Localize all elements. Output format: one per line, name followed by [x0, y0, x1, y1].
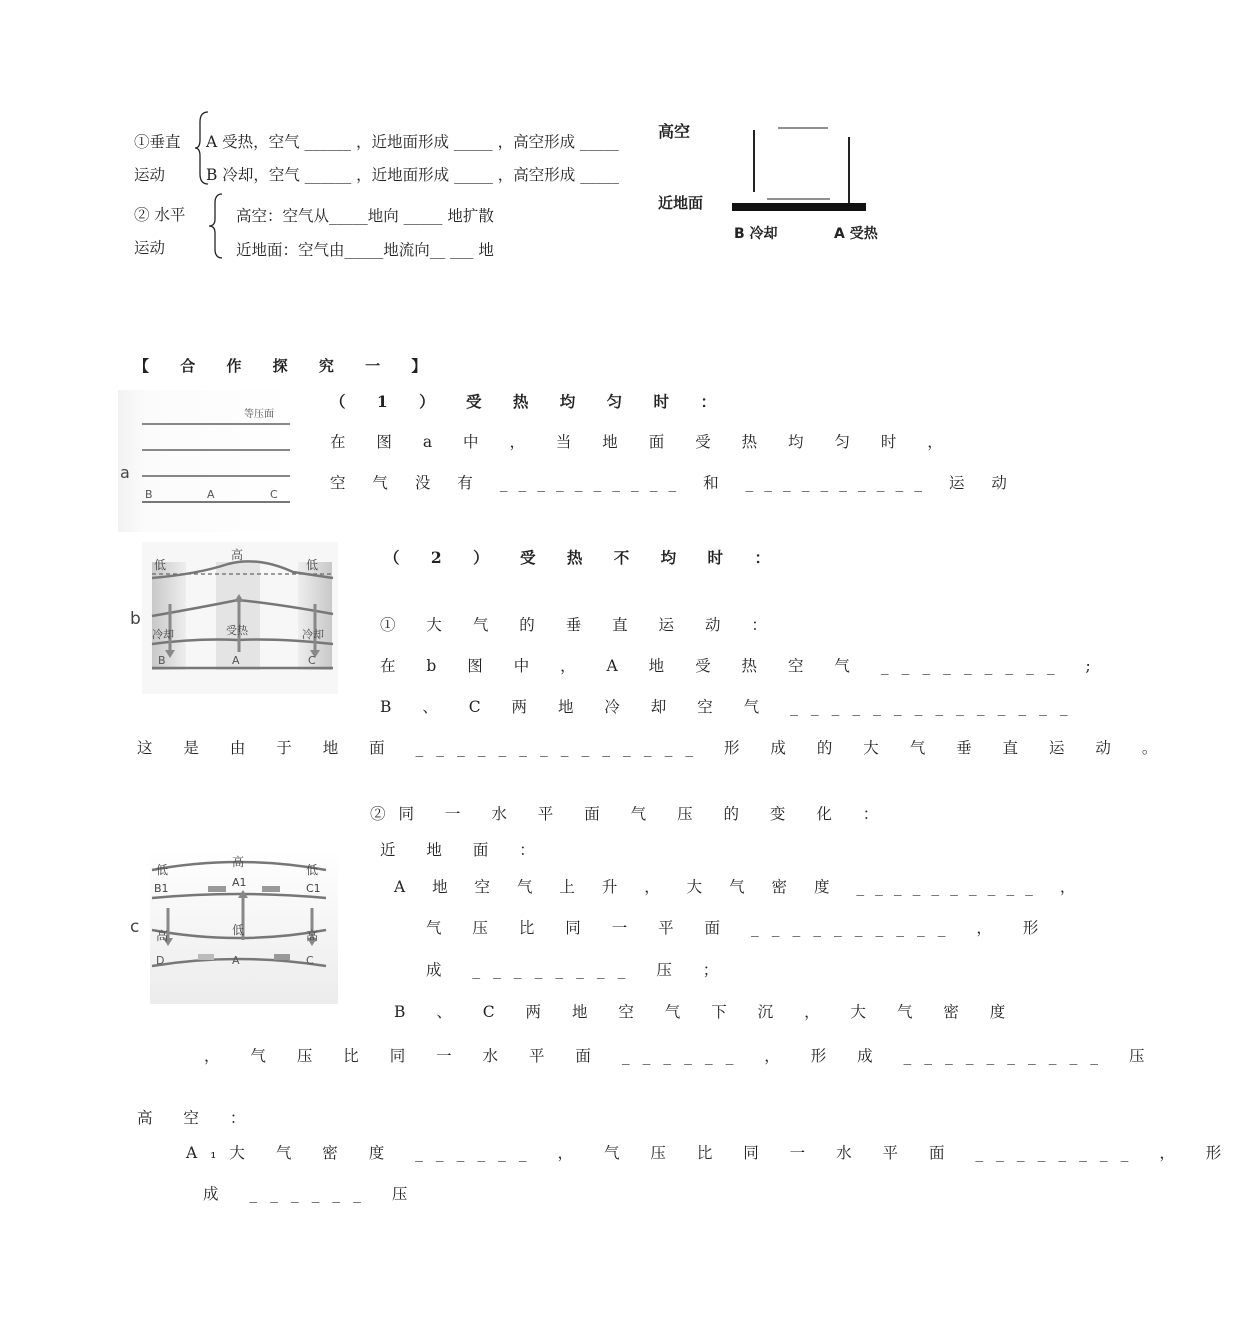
fig-c-label: c: [130, 917, 140, 937]
part2-line1: ① 大 气 的 垂 直 运 动 ：: [380, 616, 780, 634]
fig-b-A: A: [232, 654, 240, 667]
fig-b-heat: 受热: [226, 624, 248, 637]
fig-c-C: C: [306, 954, 314, 967]
fig-c-high2: 高: [156, 929, 169, 943]
fig-c-high3: 高: [306, 929, 319, 943]
label-near-ground: 近地面: [658, 194, 704, 212]
line-high-altitude: 高空：空气从_____地向 _____ 地扩散: [236, 207, 494, 225]
fig-b-label: b: [130, 609, 141, 629]
part1-title: （ 1 ） 受 热 均 匀 时 ：: [330, 392, 729, 411]
part3-line2: 近 地 面 ：: [380, 841, 548, 859]
line-a-heated: A 受热，空气 ______ ，近地面形成 _____ ，高空形成 _____: [206, 133, 619, 151]
section-title: 【 合 作 探 究 一 】: [134, 357, 440, 375]
fig-b-low1: 低: [154, 558, 167, 572]
fig-c-A: A: [232, 954, 240, 967]
fig-a-isobar-label: 等压面: [244, 409, 274, 420]
fig-b-cold1: 冷却: [152, 628, 174, 641]
fig-b-cold2: 冷却: [302, 628, 324, 641]
part2-line2: 在 b 图 中 ， A 地 受 热 空 气 _________ ;: [380, 657, 1104, 675]
figure-a: [118, 390, 298, 532]
fig-a-B: B: [145, 488, 153, 501]
fig-c-low2: 低: [306, 863, 319, 877]
vertical-motion-label: ①垂直: [134, 133, 181, 151]
part2-line3: B 、 C 两 地 冷 却 空 气 ______________: [380, 698, 1081, 716]
vertical-motion-label-2: 运动: [134, 166, 166, 184]
fig-c-low3: 低: [232, 923, 245, 937]
fig-a-A: A: [207, 488, 215, 501]
fig-a-label: a: [120, 463, 130, 482]
part3-line3: A 地 空 气 上 升 ， 大 气 密 度 __________ ，: [394, 878, 1087, 896]
fig-b-low2: 低: [306, 558, 319, 572]
label-a-heated: A 受热: [834, 226, 878, 242]
part3-line1: ②同 一 水 平 面 气 压 的 变 化 ：: [370, 805, 892, 823]
fig-a-C: C: [270, 488, 278, 501]
fig-b-C: C: [308, 654, 316, 667]
part4-line3: 成 ______ 压: [203, 1185, 421, 1203]
horizontal-motion-label: ② 水平: [134, 206, 186, 224]
fig-c-B1: B1: [154, 882, 169, 895]
part2-title: （ 2 ） 受 热 不 均 时 ：: [384, 548, 783, 567]
part3-line7: ， 气 压 比 同 一 水 平 面 ______ ， 形 成 __________ 压: [204, 1047, 1158, 1065]
line-b-cooled: B 冷却，空气 ______ ，近地面形成 _____ ，高空形成 _____: [206, 166, 619, 184]
fig-c-A1: A1: [232, 876, 247, 889]
brace-horizontal: [208, 192, 224, 260]
fig-c-D: D: [156, 954, 165, 967]
label-high-altitude: 高空: [658, 122, 691, 141]
fig-b-B: B: [158, 654, 166, 667]
part4-line1: 高 空 ：: [137, 1109, 259, 1127]
fig-c-C1: C1: [306, 882, 321, 895]
part1-line1: 在 图 a 中 ， 当 地 面 受 热 均 匀 时 ，: [330, 433, 956, 451]
part3-line4: 气 压 比 同 一 平 面 __________ ， 形: [426, 919, 1052, 937]
figure-b: [128, 542, 340, 694]
label-b-cooled: B 冷却: [734, 226, 778, 242]
part3-line5: 成 ________ 压 ；: [426, 961, 732, 979]
part2-line4: 这 是 由 于 地 面 ______________ 形 成 的 大 气 垂 直 运 动 。: [137, 739, 1171, 757]
part1-line2: 空 气 没 有 __________ 和 __________ 运 动: [330, 474, 1018, 492]
fig-b-high: 高: [231, 548, 244, 562]
part4-line2: A₁大 气 密 度 ______ ， 气 压 比 同 一 水 平 面 ________ ， 形: [186, 1144, 1234, 1162]
convection-diagram: [650, 110, 900, 250]
part3-line6: B 、 C 两 地 空 气 下 沉 ， 大 气 密 度: [394, 1003, 1019, 1021]
fig-c-low1: 低: [156, 863, 169, 877]
horizontal-motion-label-2: 运动: [134, 239, 166, 257]
fig-c-high1: 高: [232, 855, 245, 869]
line-near-ground: 近地面：空气由_____地流向__ ___ 地: [236, 241, 494, 259]
figure-c: [128, 848, 340, 1004]
